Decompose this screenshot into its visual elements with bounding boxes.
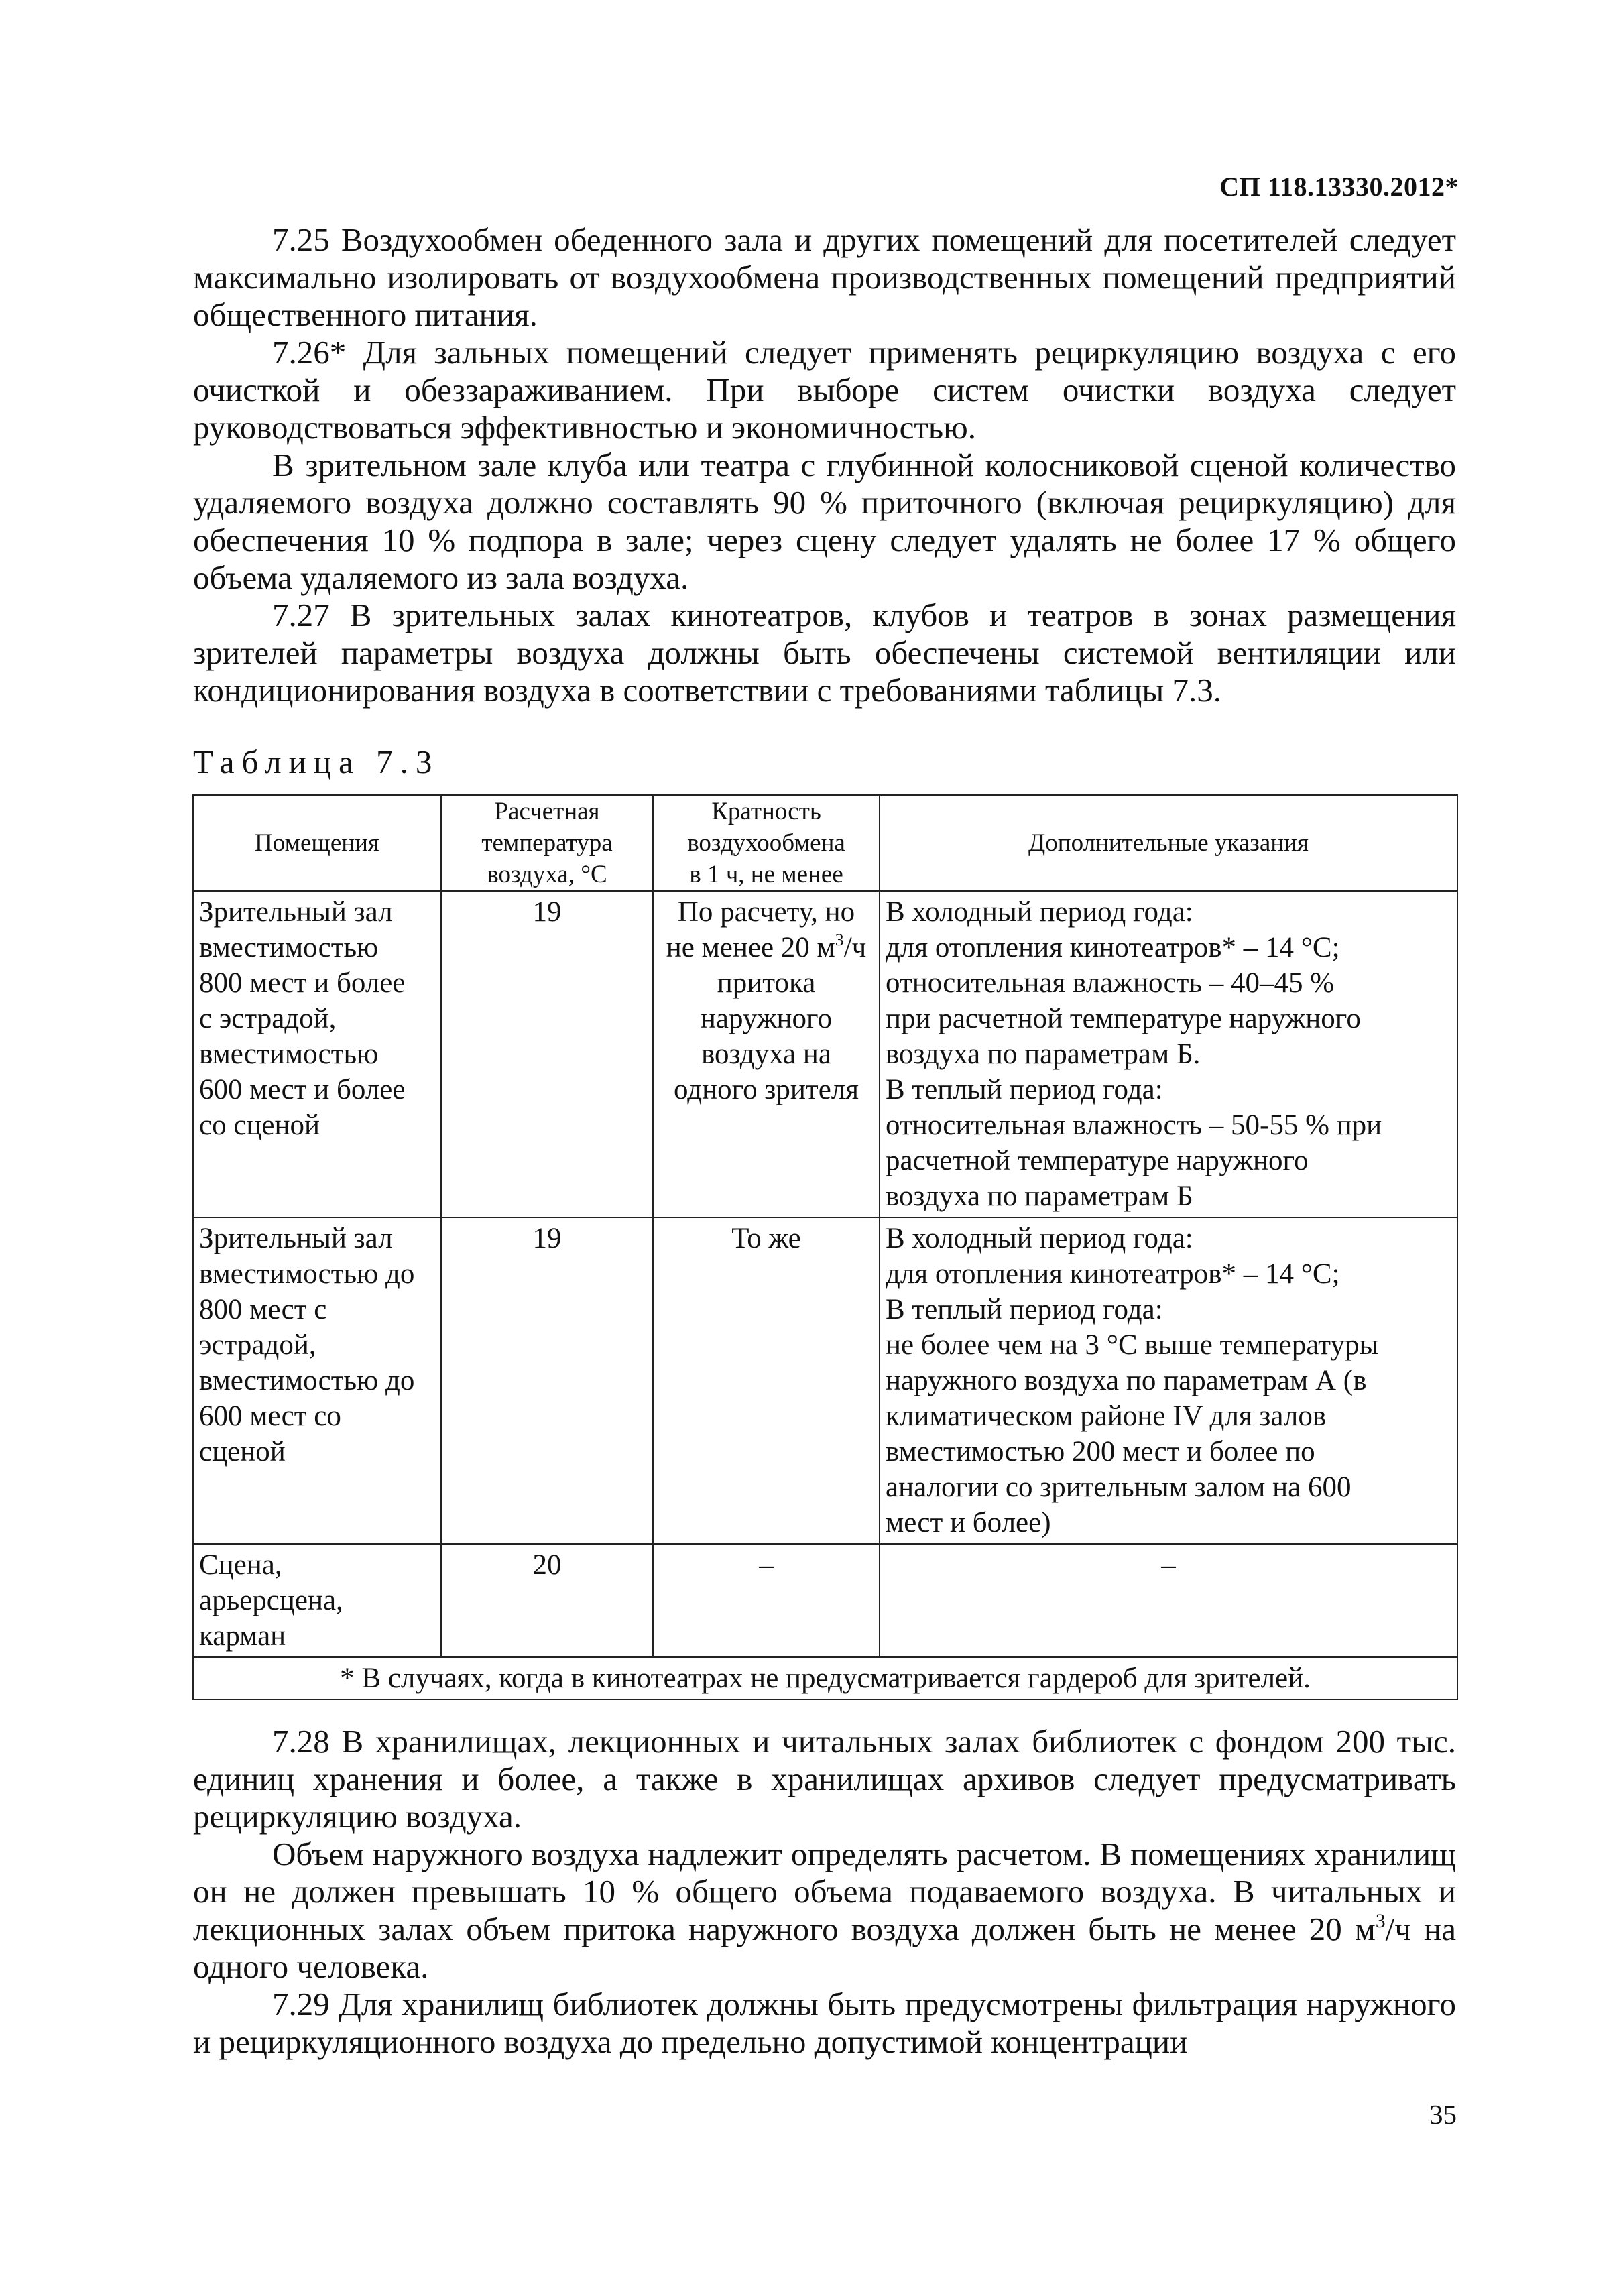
room-line: со сценой [199, 1109, 320, 1141]
table-footnote-row [193, 1657, 1457, 1699]
room-line: вместимостью до [199, 1365, 415, 1396]
notes-line: воздуха по параметрам Б. [886, 1038, 1201, 1070]
cell-air-exchange [653, 891, 880, 1217]
room-line: 800 мест с [199, 1294, 327, 1325]
notes-line: климатическом районе IV для залов [886, 1400, 1327, 1432]
room-line: Зрительный зал [199, 1223, 393, 1254]
notes-line: воздуха по параметрам Б [886, 1181, 1193, 1212]
exchange-line: То же [731, 1223, 801, 1254]
cell-notes [880, 891, 1457, 1217]
paragraph-7-26-cont: В зрительном зале клуба или театра с глубинной колосниковой сценой количество удаляемого воздуха должно составлять 90 % приточного (включая рециркуляцию) для обеспечения 10 % подпора в зале; через сцену следует удалять не более 17 % общего объема удаляемого из зала воздуха. [193, 446, 1456, 596]
notes-line: для отопления кинотеатров* – 14 °С; [886, 932, 1340, 963]
header-air-exchange: Кратность воздухообмена в 1 ч, не менее [653, 795, 880, 891]
table-row [193, 1544, 1457, 1657]
notes-line: относительная влажность – 40–45 % [886, 967, 1335, 999]
room-line: вместимостью [199, 932, 379, 963]
table-header-row [193, 795, 1457, 891]
notes-line: В теплый период года: [886, 1294, 1163, 1325]
room-line: сценой [199, 1436, 286, 1467]
notes-line: В холодный период года: [886, 1223, 1193, 1254]
paragraph-7-28: 7.28 В хранилищах, лекционных и читальных залах библиотек с фондом 200 тыс. единиц хранения и более, а также в хранилищах архивов следует предусматривать рециркуляцию воздуха. [193, 1723, 1456, 1835]
cell-temperature: 20 [441, 1544, 653, 1657]
notes-line: при расчетной температуре наружного [886, 1003, 1361, 1034]
cell-temperature: 19 [441, 1217, 653, 1544]
room-line: карман [199, 1620, 286, 1652]
room-line: вместимостью до [199, 1258, 415, 1290]
cell-air-exchange [653, 1217, 880, 1544]
notes-line: для отопления кинотеатров* – 14 °С; [886, 1258, 1340, 1290]
notes-line: расчетной температуре наружного [886, 1145, 1309, 1176]
room-line: эстрадой, [199, 1329, 316, 1361]
cell-air-exchange [653, 1544, 880, 1657]
body-text-bottom [193, 1723, 1456, 2061]
room-line: арьерсцена, [199, 1585, 343, 1616]
notes-line: – [1161, 1549, 1176, 1581]
exchange-line: одного зрителя [673, 1074, 859, 1105]
paragraph-7-25: 7.25 Воздухообмен обеденного зала и других помещений для посетителей следует максимально изолировать от воздухообмена производственных помещений предприятий общественного питания. [193, 221, 1456, 333]
room-line: Зрительный зал [199, 896, 393, 928]
room-line: с эстрадой, [199, 1003, 337, 1034]
exchange-line: – [759, 1549, 774, 1581]
room-line: 600 мест со [199, 1400, 341, 1432]
notes-line: мест и более) [886, 1507, 1051, 1538]
exchange-line: притока [717, 967, 816, 999]
cell-notes [880, 1544, 1457, 1657]
paragraph-7-27: 7.27 В зрительных залах кинотеатров, клубов и театров в зонах размещения зрителей параметры воздуха должны быть обеспечены системой вентиляции или кондиционирования воздуха в соответствии с требованиями таблицы 7.3. [193, 597, 1456, 709]
cell-room [193, 1217, 441, 1544]
notes-line: вместимостью 200 мест и более по [886, 1436, 1315, 1467]
table-row [193, 1217, 1457, 1544]
cell-room [193, 1544, 441, 1657]
room-line: вместимостью [199, 1038, 379, 1070]
document-code: СП 118.13330.2012* [1219, 172, 1459, 202]
paragraph-7-29: 7.29 Для хранилищ библиотек должны быть предусмотрены фильтрация наружного и рециркуляционного воздуха до предельно допустимой концентрации [193, 1986, 1456, 2060]
cell-temperature: 19 [441, 891, 653, 1217]
table-row [193, 891, 1457, 1217]
room-line: Сцена, [199, 1549, 282, 1581]
exchange-line: По расчету, но [677, 896, 855, 928]
room-line: 600 мест и более [199, 1074, 406, 1105]
notes-line: В холодный период года: [886, 896, 1193, 928]
notes-line: аналогии со зрительным залом на 600 [886, 1471, 1351, 1503]
notes-line: относительная влажность – 50-55 % при [886, 1109, 1382, 1141]
table-footnote: * В случаях, когда в кинотеатрах не предусматривается гардероб для зрителей. [193, 1657, 1457, 1699]
notes-line: не более чем на 3 °С выше температуры [886, 1329, 1379, 1361]
cell-room [193, 891, 441, 1217]
room-line: 800 мест и более [199, 967, 406, 999]
header-room: Помещения [193, 795, 441, 891]
norms-table [192, 794, 1458, 1700]
exchange-line: наружного [700, 1003, 833, 1034]
table-caption: Таблица 7.3 [193, 743, 440, 780]
paragraph-7-26: 7.26* Для зальных помещений следует применять рециркуляцию воздуха с его очисткой и обеззараживанием. При выборе систем очистки воздуха следует руководствоваться эффективностью и экономичностью. [193, 334, 1456, 446]
body-text-top [193, 221, 1456, 709]
notes-line: наружного воздуха по параметрам А (в [886, 1365, 1367, 1396]
header-temperature: Расчетная температура воздуха, °С [441, 795, 653, 891]
exchange-line: воздуха на [701, 1038, 831, 1070]
header-notes: Дополнительные указания [880, 795, 1457, 891]
cell-notes [880, 1217, 1457, 1544]
paragraph-outdoor-air-volume: Объем наружного воздуха надлежит определять расчетом. В помещениях хранилищ он не должен превышать 10 % общего объема подаваемого воздуха. В читальных и лекционных залах объем притока наружного воздуха должен быть не менее 20 $м^3/ч$ на одного человека. [193, 1835, 1456, 1985]
exchange-line: не менее 20 $м^3/ч$ [666, 929, 867, 963]
page-number: 35 [1429, 2099, 1457, 2130]
notes-line: В теплый период года: [886, 1074, 1163, 1105]
